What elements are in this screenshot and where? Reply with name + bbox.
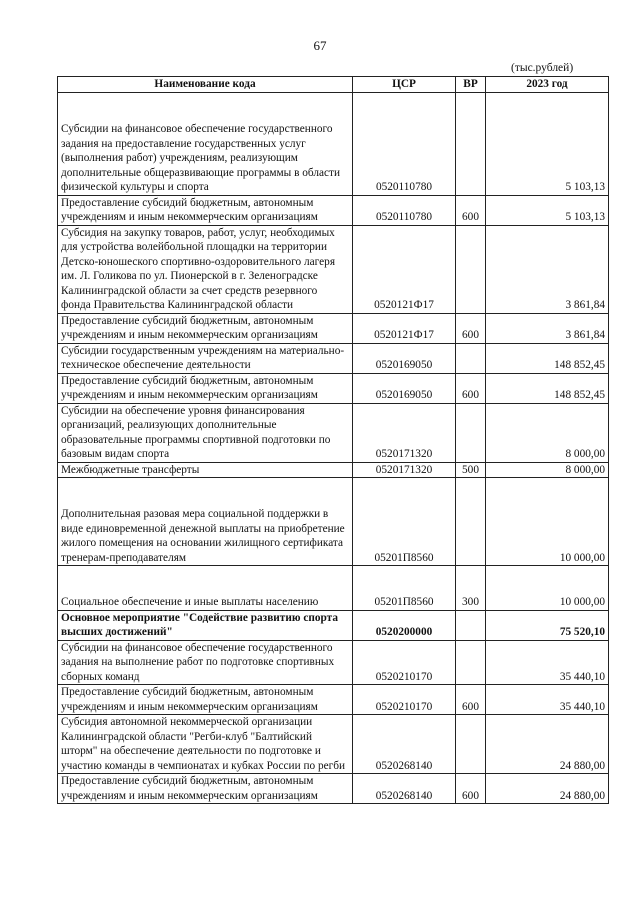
row-name-cell: Межбюджетные трансферты <box>58 462 353 478</box>
row-csr-cell: 0520121Ф17 <box>353 225 456 313</box>
table-row <box>58 610 609 640</box>
budget-table <box>57 76 609 804</box>
row-name-cell: Предоставление субсидий бюджетным, автономным учреждениям и иным некоммерческим организациям <box>58 195 353 225</box>
row-amount-cell: 35 440,10 <box>486 685 609 715</box>
table-row <box>58 373 609 403</box>
row-vr-cell <box>456 93 486 196</box>
row-vr-cell <box>456 343 486 373</box>
row-csr-cell: 0520169050 <box>353 373 456 403</box>
row-amount-cell: 148 852,45 <box>486 373 609 403</box>
row-csr-cell: 0520171320 <box>353 403 456 462</box>
table-row <box>58 774 609 804</box>
table-row <box>58 715 609 774</box>
table-row <box>58 685 609 715</box>
row-vr-cell: 600 <box>456 195 486 225</box>
row-csr-cell: 0520268140 <box>353 715 456 774</box>
row-vr-cell: 600 <box>456 313 486 343</box>
row-csr-cell: 0520268140 <box>353 774 456 804</box>
row-vr-cell <box>456 225 486 313</box>
header-name: Наименование кода <box>58 77 353 93</box>
row-amount-cell: 5 103,13 <box>486 93 609 196</box>
row-amount-cell: 35 440,10 <box>486 640 609 685</box>
row-amount-cell: 8 000,00 <box>486 462 609 478</box>
row-amount-cell: 10 000,00 <box>486 478 609 566</box>
row-amount-cell: 5 103,13 <box>486 195 609 225</box>
row-name-cell: Предоставление субсидий бюджетным, автономным учреждениям и иным некоммерческим организациям <box>58 373 353 403</box>
row-name-cell: Субсидия автономной некоммерческой организации Калининградской области "Регби-клуб "Балтийский шторм" на обеспечение деятельности по подготовке и участию команды в чемпионатах и кубках России по регби <box>58 715 353 774</box>
row-csr-cell: 0520210170 <box>353 640 456 685</box>
row-vr-cell: 600 <box>456 774 486 804</box>
header-vr: ВР <box>456 77 486 93</box>
table-body <box>58 93 609 804</box>
table-row <box>58 478 609 566</box>
row-vr-cell: 600 <box>456 685 486 715</box>
row-csr-cell: 0520110780 <box>353 195 456 225</box>
table-row <box>58 462 609 478</box>
units-label: (тыс.рублей) <box>511 62 574 74</box>
row-csr-cell: 0520200000 <box>353 610 456 640</box>
row-amount-cell: 75 520,10 <box>486 610 609 640</box>
row-vr-cell <box>456 403 486 462</box>
row-vr-cell <box>456 610 486 640</box>
table-row <box>58 343 609 373</box>
table-row <box>58 93 609 196</box>
row-name-cell: Социальное обеспечение и иные выплаты населению <box>58 566 353 611</box>
header-csr: ЦСР <box>353 77 456 93</box>
table-row <box>58 640 609 685</box>
row-vr-cell <box>456 640 486 685</box>
row-amount-cell: 10 000,00 <box>486 566 609 611</box>
row-csr-cell: 0520169050 <box>353 343 456 373</box>
row-name-cell: Субсидии на обеспечение уровня финансирования организаций, реализующих дополнительные образовательные программы спортивной подготовки по базовым видам спорта <box>58 403 353 462</box>
row-csr-cell: 0520110780 <box>353 93 456 196</box>
table-row <box>58 195 609 225</box>
row-name-cell: Субсидия на закупку товаров, работ, услуг, необходимых для устройства волейбольной площадки на территории Детско-юношеского спортивно-оздоровительного лагеря им. Л. Голикова по ул. Пионерской в г. Зеленоградске Калининградской области за счет средств резервного фонда Правительства Калининградской области <box>58 225 353 313</box>
row-name-cell: Предоставление субсидий бюджетным, автономным учреждениям и иным некоммерческим организациям <box>58 313 353 343</box>
row-csr-cell: 0520210170 <box>353 685 456 715</box>
row-vr-cell: 500 <box>456 462 486 478</box>
table-row <box>58 225 609 313</box>
table-row <box>58 313 609 343</box>
row-csr-cell: 0520171320 <box>353 462 456 478</box>
row-csr-cell: 05201П8560 <box>353 478 456 566</box>
row-amount-cell: 24 880,00 <box>486 715 609 774</box>
row-csr-cell: 0520121Ф17 <box>353 313 456 343</box>
row-vr-cell: 300 <box>456 566 486 611</box>
row-name-cell: Субсидии государственным учреждениям на материально-техническое обеспечение деятельности <box>58 343 353 373</box>
row-name-cell: Основное мероприятие "Содействие развитию спорта высших достижений" <box>58 610 353 640</box>
row-name-cell: Предоставление субсидий бюджетным, автономным учреждениям и иным некоммерческим организациям <box>58 774 353 804</box>
row-name-cell: Дополнительная разовая мера социальной поддержки в виде единовременной денежной выплаты на приобретение жилого помещения на основании жилищного сертификата тренерам-преподавателям <box>58 478 353 566</box>
page-number: 67 <box>313 38 327 53</box>
row-name-cell: Предоставление субсидий бюджетным, автономным учреждениям и иным некоммерческим организациям <box>58 685 353 715</box>
row-name-cell: Субсидии на финансовое обеспечение государственного задания на предоставление государственных услуг (выполнения работ) учреждениям, реализующим дополнительные общеразвивающие программы в области физической культуры и спорта <box>58 93 353 196</box>
table-row <box>58 566 609 611</box>
row-vr-cell: 600 <box>456 373 486 403</box>
row-csr-cell: 05201П8560 <box>353 566 456 611</box>
row-amount-cell: 8 000,00 <box>486 403 609 462</box>
row-amount-cell: 3 861,84 <box>486 313 609 343</box>
row-amount-cell: 24 880,00 <box>486 774 609 804</box>
row-amount-cell: 148 852,45 <box>486 343 609 373</box>
header-amount: 2023 год <box>486 77 609 93</box>
row-vr-cell <box>456 478 486 566</box>
table-row <box>58 403 609 462</box>
row-vr-cell <box>456 715 486 774</box>
row-name-cell: Субсидии на финансовое обеспечение государственного задания на выполнение работ по подготовке спортивных сборных команд <box>58 640 353 685</box>
table-header-row <box>58 77 609 93</box>
row-amount-cell: 3 861,84 <box>486 225 609 313</box>
